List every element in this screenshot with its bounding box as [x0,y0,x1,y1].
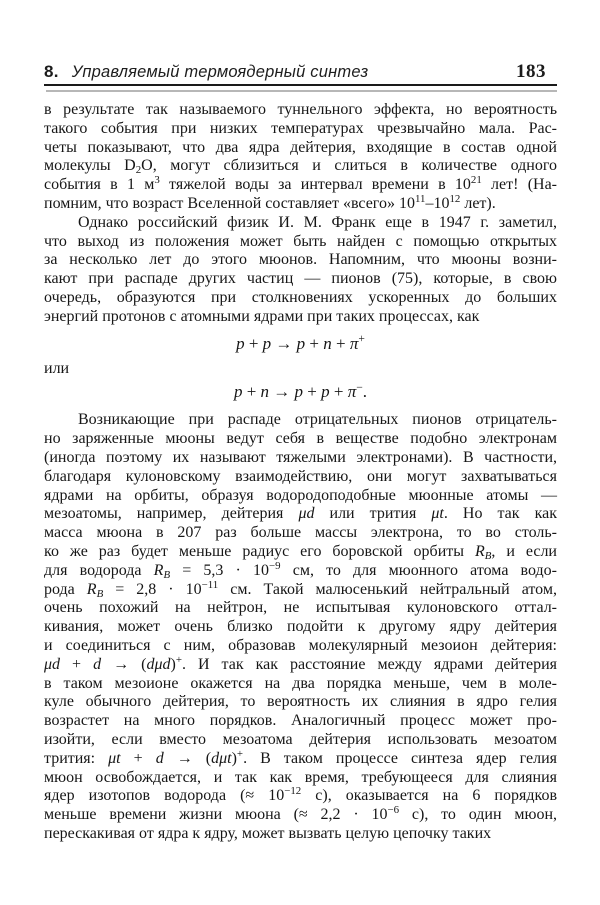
text-line: помним, что возраст Вселенной составляет «всего» $10^{11}-10^{12}$ лет). [44,193,496,212]
text-line: в результате так называемого туннельного эффекта, но вероятность [44,101,557,118]
text-line: Однако российский физик И. М. Франк еще в 1947 г. заметил, [78,213,557,231]
text-line: (иногда поэтому их называют тяжелыми электронами). В частности, [44,448,557,466]
text-line: кают при распаде других частиц — пионов (75), которые, в свою [44,270,557,288]
text-line: в таком мезоионе окажется на два порядка меньше, чем в моле- [44,674,557,692]
text-line: масса мюона в 207 раз больше массы электрона, то во столь- [44,524,557,542]
page-body [44,101,557,844]
chapter-title: Управляемый термоядерный синтез [71,63,369,81]
text-line: что выход из положения может быть найден с помощью открытых [44,232,557,250]
text-line: ко же раз будет меньше радиус его боровской орбиты $R_B$, и если [44,542,557,562]
header-rule [44,84,557,86]
text-line: куле обычного дейтерия, то вероятность их слияния в ядро гелия [44,693,557,711]
running-header [44,61,557,83]
text-line: энергий протонов с атомными ядрами при таких процессах, как [44,307,480,325]
text-line: но заряженные мюоны ведут себя в веществе подобно электронам [44,430,557,448]
text-line: изойти, если вместо мезоатома дейтерия использовать мезоатом [44,730,557,748]
text-line: и соединиться с ним, образовав молекулярный мезоион дейтерия: [44,636,557,654]
text-line: очень похожий на нейтрон, не испытывая кулоновского оттал- [44,599,557,617]
text-line: благодаря кулоновскому взаимодействию, они могут захватываться [44,467,557,485]
text-line: Возникающие при распаде отрицательных пионов отрицатель- [78,411,557,429]
text-line: трития: μt + d → (dμt)+. В таком процессе синтеза ядер гелия [44,747,558,767]
text-line: такого события при низких температурах чрезвычайно мала. Рас- [44,119,557,137]
text-line: мезоатомы, например, дейтерия μd или трития μt. Но так как [44,505,558,523]
text-line: для водорода $R_B = 5,3 \cdot 10^{-9}$ см, то для мюонного атома водо- [44,559,558,581]
text-line: ядрами на орбиты, образуя водородоподобные мюонные атомы — [44,486,557,504]
text-line: ядер изотопов водорода (≈ $10^{-12}$ с), оказывается на 6 порядков [44,785,557,805]
connector-word: или [44,359,70,377]
text-line: меньше времени жизни мюона (≈ $2,2 \cdot 10^{-6}$ с), то один мюон, [44,804,558,824]
page-number: 183 [516,61,546,82]
chapter-number: 8. [44,62,59,81]
text-line: рода $R_B = 2,8 \cdot 10^{-11}$ см. Такой малюсенький нейтральный атом, [44,578,557,600]
text-line: очередь, образуются при столкновениях ускоренных до больших [44,288,557,306]
text-line: μd + d → (dμd)+. И так как расстояние между ядрами дейтерия [44,653,558,673]
text-line: молекулы $D_2O$, могут сблизиться и слиться в количестве одного [44,157,557,177]
text-line: кивания, может очень близко подойти к другому ядру дейтерия [44,618,557,636]
header-rule-shadow [46,90,557,92]
text-line: возрастет на много порядков. Аналогичный процесс может про- [44,712,557,730]
text-line: мюон освобождается, и так как время, требующееся для слияния [44,768,557,786]
reaction-formula: p + p → p + n + π+ [236,332,365,353]
reaction-formula: p + n → p + p + π−. [233,381,368,402]
text-line: за несколько лет до этого мюонов. Напомним, что мюоны возни- [44,251,557,269]
text-line: перескакивая от ядра к ядру, может вызвать целую цепочку таких [44,824,492,842]
text-line: четы показывают, что два ядра дейтерия, входящие в состав одной [44,138,557,156]
text-line: события в 1 $м^3$ тяжелой воды за интервал времени в $10^{21}$ лет! (На- [44,174,557,194]
